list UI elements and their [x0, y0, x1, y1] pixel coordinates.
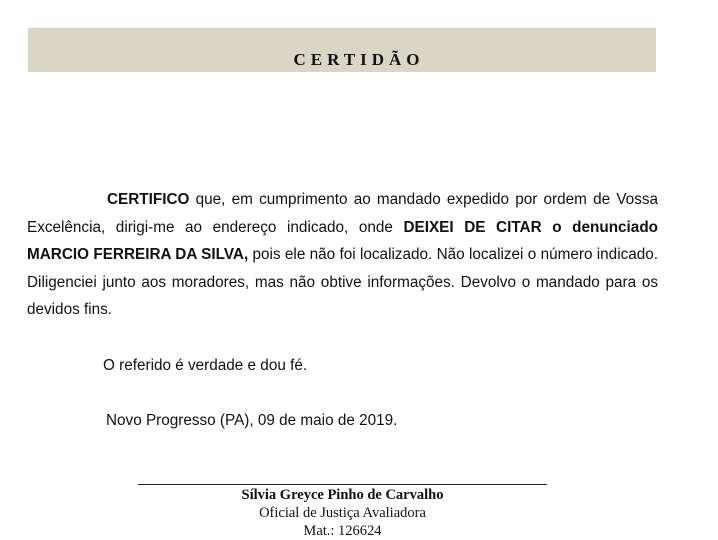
deixei-de-citar-text: DEIXEI DE CITAR o denunciado MARCIO FERREIRA DA SILVA, — [27, 218, 659, 263]
truth-statement: O referido é verdade e dou fé. — [103, 357, 308, 374]
signer-registration: Mat.: 126624 — [303, 523, 382, 539]
place-date: Novo Progresso (PA), 09 de maio de 2019. — [106, 412, 398, 429]
paragraph-text-1: que, em cumprimento ao mandado expedido por ordem de Vossa Excelência, dirigi-me ao endereço indicado, onde — [27, 191, 658, 236]
signature-line — [138, 484, 547, 485]
signature-block — [138, 486, 547, 540]
signer-name: Sílvia Greyce Pinho de Carvalho — [241, 487, 444, 503]
document-title: CERTIDÃO — [293, 50, 425, 69]
certifico-lead: CERTIFICO — [107, 191, 190, 208]
certification-paragraph — [27, 186, 658, 324]
signer-role: Oficial de Justiça Avaliadora — [259, 505, 426, 521]
paragraph-text-2: pois ele não foi localizado. Não localizei o número indicado. Diligenciei junto aos moradores, mas não obtive informações. Devolvo o mandado para os devidos fins. — [27, 246, 659, 318]
